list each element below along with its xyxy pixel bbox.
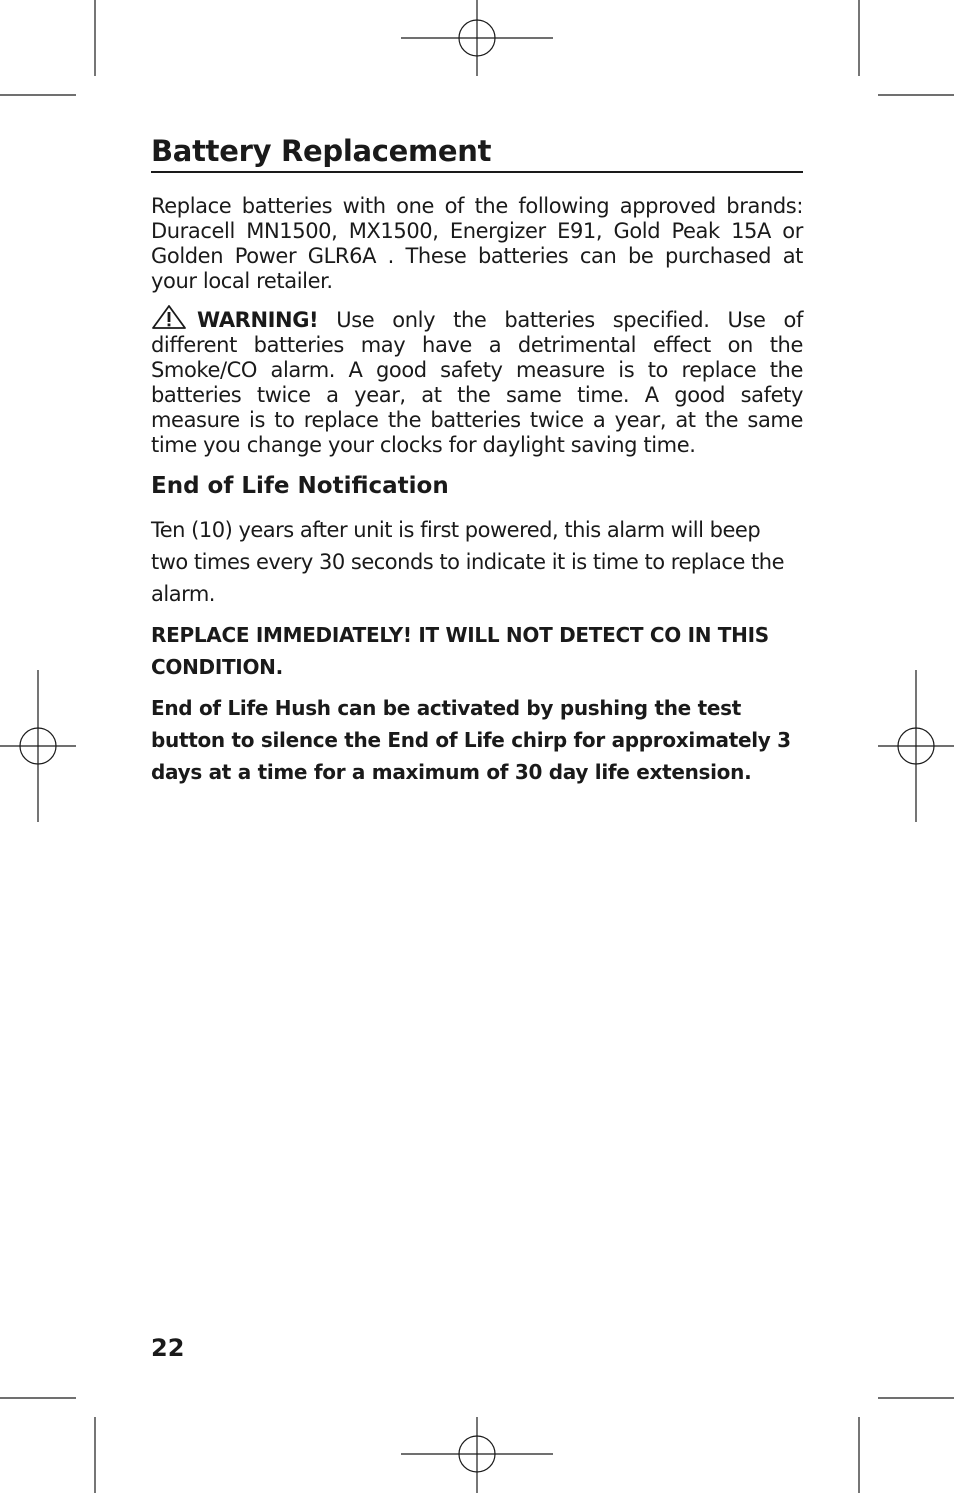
warning-triangle-icon xyxy=(151,304,187,330)
hush-paragraph: End of Life Hush can be activated by pushing the test button to silence the End of Life chirp for approximately 3 days at a time for a maximum of 30 day life extension. xyxy=(151,696,791,784)
warning-text: Use only the batteries specified. Use of different batteries may have a detrimental effect on the Smoke/CO alarm. A good safety measure is to replace the batteries twice a year, at the same time. A good safety measure is to replace the batteries twice a year, at the same time you change your clocks for daylight saving time. xyxy=(151,308,803,457)
eol-heading: End of Life Notification xyxy=(151,473,449,499)
intro-paragraph: Replace batteries with one of the following approved brands: Duracell MN1500, MX1500, Energizer E91, Gold Peak 15A or Golden Power GLR6A . These batteries can be purchased at your local retailer. xyxy=(151,194,803,293)
warning-paragraph xyxy=(151,304,803,458)
replace-warning: REPLACE IMMEDIATELY! IT WILL NOT DETECT CO IN THIS CONDITION. xyxy=(151,623,769,679)
warning-label: WARNING! xyxy=(197,308,319,332)
section-title: Battery Replacement xyxy=(151,132,803,173)
eol-paragraph: Ten (10) years after unit is first powered, this alarm will beep two times every 30 seconds to indicate it is time to replace the alarm. xyxy=(151,518,785,606)
page-content xyxy=(151,132,803,788)
page-number: 22 xyxy=(151,1334,185,1362)
